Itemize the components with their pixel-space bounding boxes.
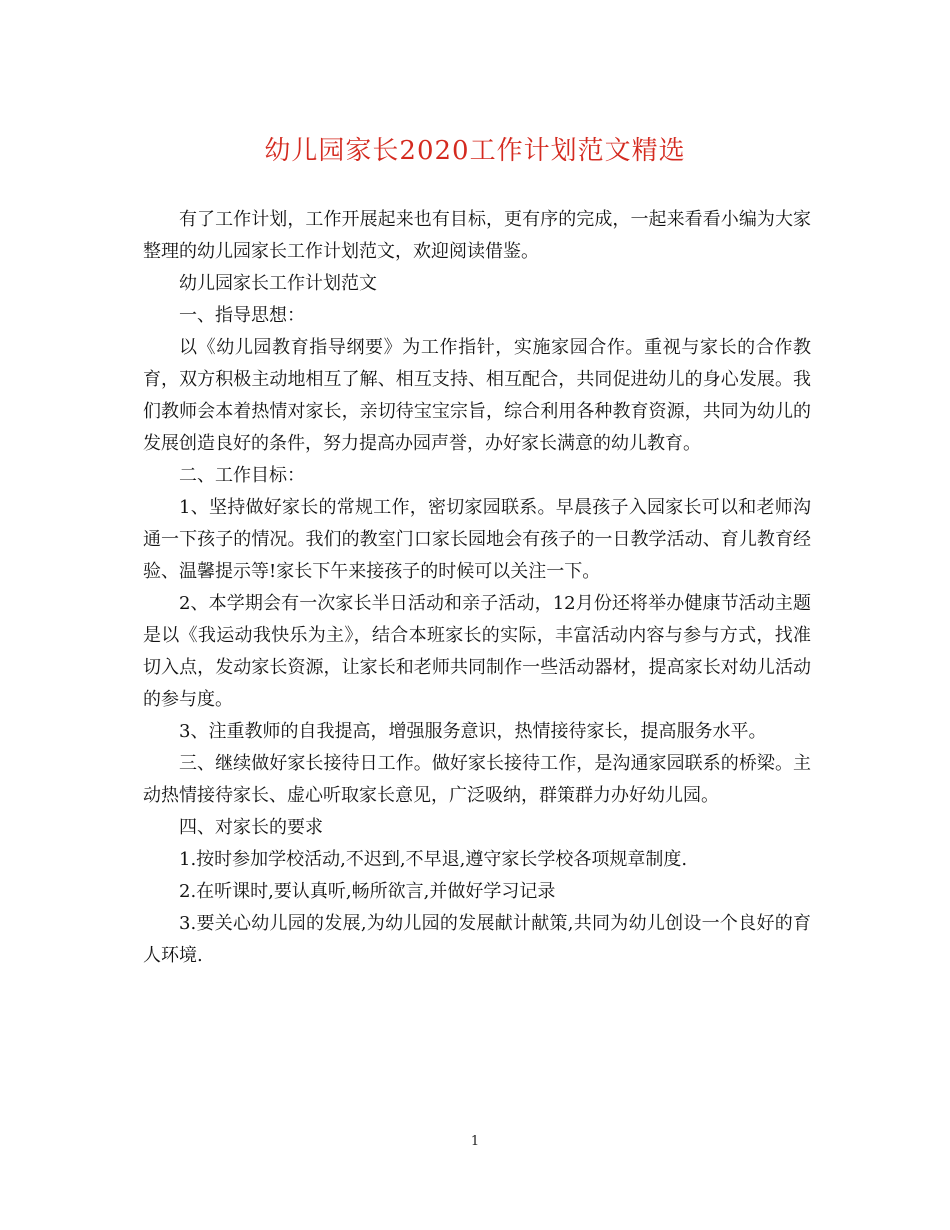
section-heading-4: 四、对家长的要求	[179, 817, 323, 838]
section-heading-2: 二、工作目标：	[179, 465, 305, 486]
requirement-item-1: 1.按时参加学校活动,不迟到,不早退,遵守家长学校各项规章制度.	[179, 849, 688, 870]
goal-item-1: 1、坚持做好家长的常规工作，密切家园联系。早晨孩子入园家长可以和老师沟通一下孩子的情况。我们的教室门口家长园地会有孩子的一日教学活动、育儿教育经验、温馨提示等!家长下午来接孩子的时候可以关注一下。	[143, 497, 811, 582]
section-heading-1: 一、指导思想：	[179, 305, 305, 326]
requirement-item-3: 3.要关心幼儿园的发展,为幼儿园的发展献计献策,共同为幼儿创设一个良好的育人环境.	[143, 913, 811, 966]
subtitle-paragraph: 幼儿园家长工作计划范文	[179, 273, 377, 294]
page-number: 1	[470, 1134, 480, 1149]
document-body	[143, 204, 811, 972]
requirement-item-2: 2.在听课时,要认真听,畅所欲言,并做好学习记录	[179, 881, 556, 902]
goal-item-3: 3、注重教师的自我提高，增强服务意识，热情接待家长，提高服务水平。	[179, 721, 767, 742]
goal-item-2: 2、本学期会有一次家长半日活动和亲子活动，12月份还将举办健康节活动主题是以《我运动我快乐为主》，结合本班家长的实际，丰富活动内容与参与方式，找准切入点，发动家长资源，让家长和老师共同制作一些活动器材，提高家长对幼儿活动的参与度。	[143, 593, 811, 710]
section-3-paragraph: 三、继续做好家长接待日工作。做好家长接待工作，是沟通家园联系的桥梁。主动热情接待家长、虚心听取家长意见，广泛吸纳，群策群力办好幼儿园。	[143, 753, 811, 806]
intro-paragraph: 有了工作计划，工作开展起来也有目标，更有序的完成，一起来看看小编为大家整理的幼儿园家长工作计划范文，欢迎阅读借鉴。	[143, 209, 811, 262]
guiding-thought-paragraph: 以《幼儿园教育指导纲要》为工作指针，实施家园合作。重视与家长的合作教育，双方积极主动地相互了解、相互支持、相互配合，共同促进幼儿的身心发展。我们教师会本着热情对家长，亲切待宝宝宗旨，综合利用各种教育资源，共同为幼儿的发展创造良好的条件，努力提高办园声誉，办好家长满意的幼儿教育。	[143, 337, 811, 454]
document-title: 幼儿园家长2020工作计划范文精选	[264, 136, 686, 166]
